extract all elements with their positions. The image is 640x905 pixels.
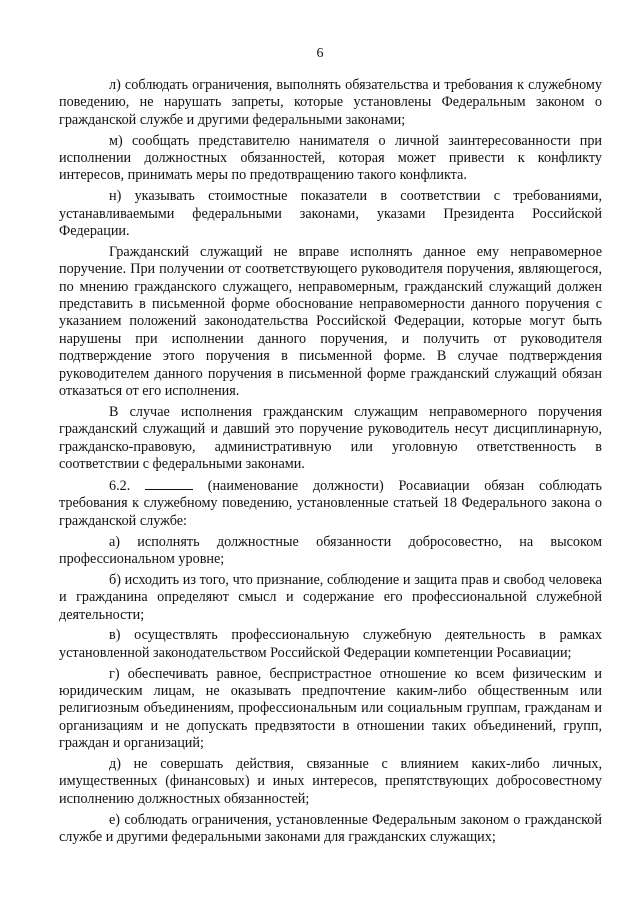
- item-d: д) не совершать действия, связанные с влиянием каких-либо личных, имущественных (финансовых) и иных интересов, препятствующих добросовестному исполнению должностных обязанностей;: [59, 755, 602, 807]
- paragraph-n: н) указывать стоимостные показатели в соответствии с требованиями, устанавливаемыми федеральными законами, указами Президента Российской Федерации.: [59, 188, 602, 240]
- paragraph-l: л) соблюдать ограничения, выполнять обязательства и требования к служебному поведению, не нарушать запреты, которые установлены Федеральным законом о гражданской службе и другими федеральными законами;: [59, 77, 602, 128]
- paragraph-liability: В случае исполнения гражданским служащим неправомерного поручения гражданский служащий и давший это поручение руководитель несут дисциплинарную, гражданско-правовую, административную или уголовную ответственность в соответствии с федеральными законами.: [59, 403, 602, 473]
- item-g: г) обеспечивать равное, беспристрастное отношение ко всем физическим и юридическим лицам, не оказывать предпочтение каким-либо общественным или религиозным объединениям, профессиональным или социальным группам, гражданам и организациям и не допускать предвзятости в отношении таких объединений, групп, граждан и организаций;: [59, 665, 602, 752]
- position-blank-line: [145, 477, 193, 490]
- section-6-2: [59, 477, 602, 530]
- item-b: б) исходить из того, что признание, соблюдение и защита прав и свобод человека и гражданина определяют смысл и содержание его профессиональной служебной деятельности;: [59, 571, 602, 623]
- page-number: 6: [316, 46, 324, 61]
- item-a: а) исполнять должностные обязанности добросовестно, на высоком профессиональном уровне;: [59, 533, 602, 567]
- paragraph-m: м) сообщать представителю нанимателя о личной заинтересованности при исполнении должностных обязанностей, которая может привести к конфликту интересов, принимать меры по предотвращению такого конфликта.: [59, 132, 602, 184]
- paragraph-unlawful-order: Гражданский служащий не вправе исполнять данное ему неправомерное поручение. При получении от соответствующего руководителя поручения, являющегося, по мнению гражданского служащего, неправомерным, гражданский служащий должен представить в письменной форме обоснование неправомерности данного поручения с указанием положений законодательства Российской Федерации, которые могут быть нарушены при исполнении данного поручения, и получить от руководителя подтверждение этого поручения в письменной форме. В случае подтверждения руководителем данного поручения в письменной форме гражданский служащий обязан отказаться от его исполнения.: [59, 243, 602, 400]
- section-number: 6.2.: [109, 477, 131, 494]
- item-e: е) соблюдать ограничения, установленные Федеральным законом о гражданской службе и другими федеральными законами для гражданских служащих;: [59, 811, 602, 845]
- section-text: (наименование должности) Росавиации обязан соблюдать требования к служебному поведению, установленные статьей 18 Федерального закона о гражданской службе:: [59, 477, 603, 529]
- item-v: в) осуществлять профессиональную служебную деятельность в рамках установленной законодательством Российской Федерации компетенции Росавиации;: [59, 627, 602, 661]
- document-body: [59, 77, 602, 850]
